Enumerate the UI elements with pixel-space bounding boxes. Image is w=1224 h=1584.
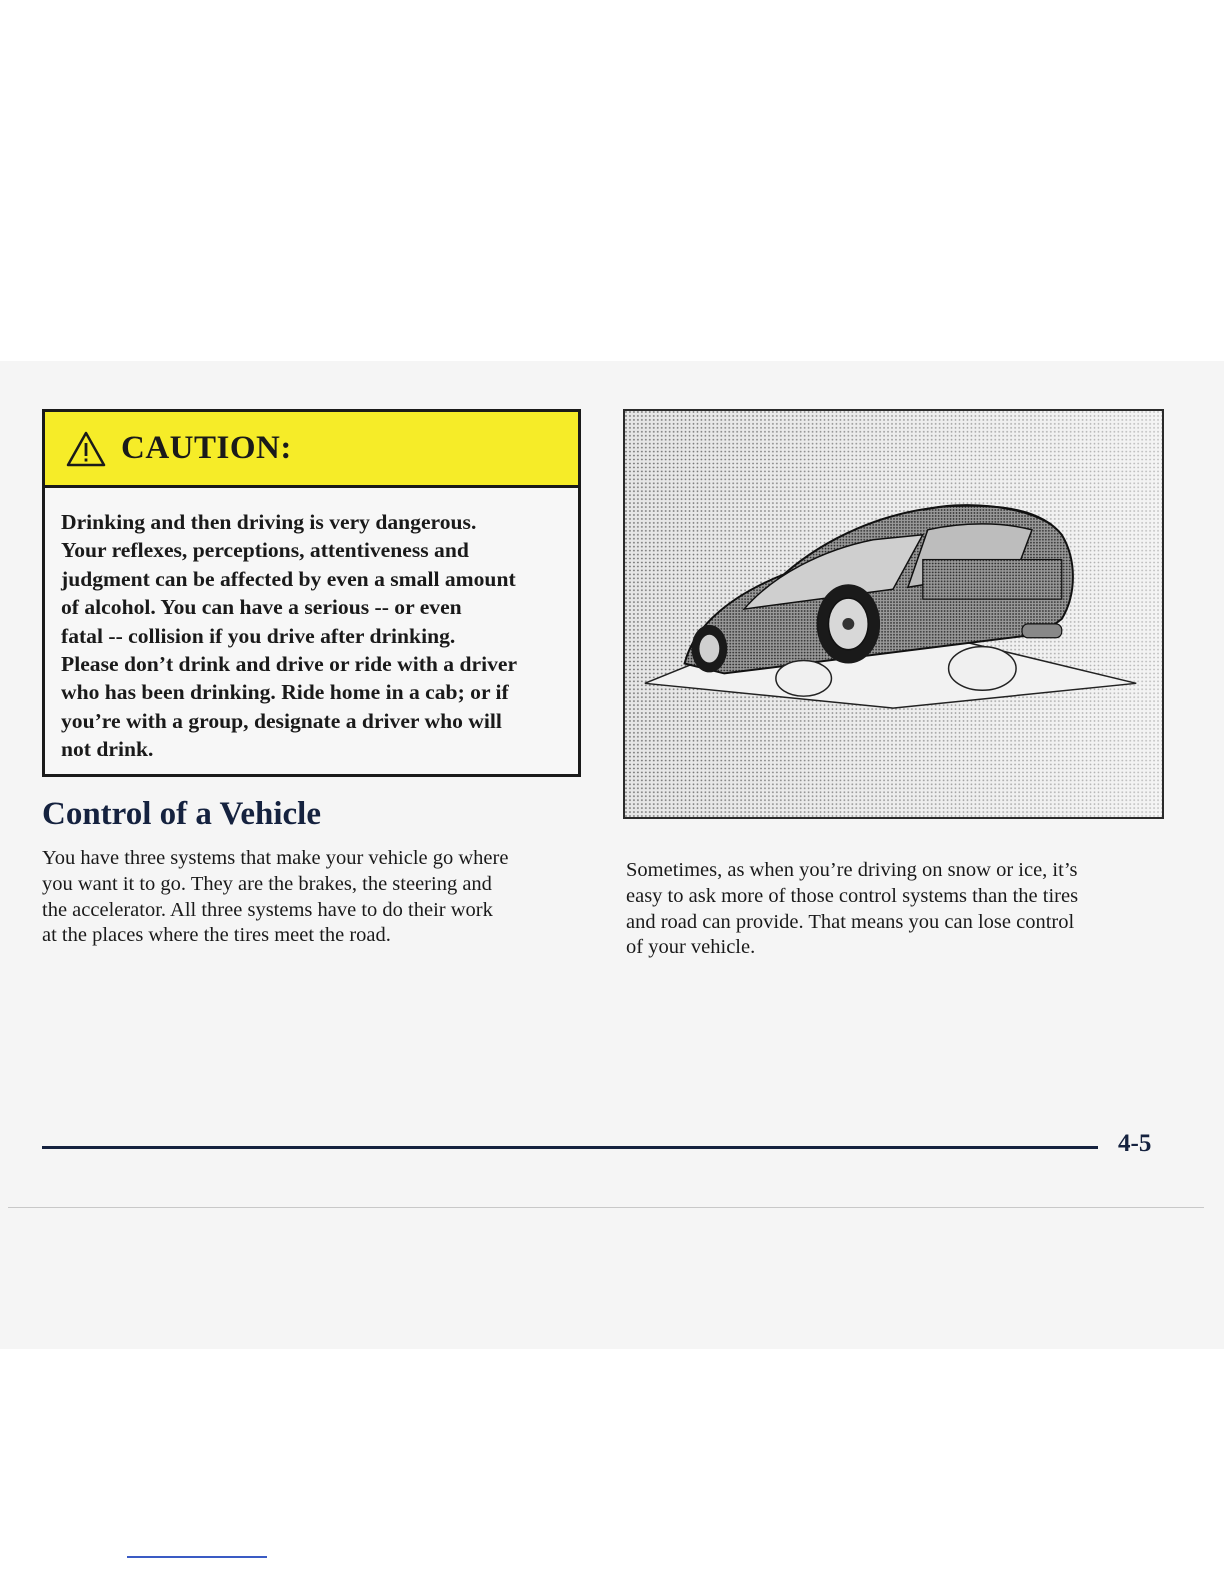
- paragraph-line: easy to ask more of those control systems than the tires: [626, 884, 1079, 907]
- paragraph-line: You have three systems that make your vehicle go where: [42, 847, 509, 869]
- section-heading: Control of a Vehicle: [42, 796, 321, 832]
- right-paragraph: [626, 858, 1156, 961]
- footer-rule: [42, 1146, 1098, 1149]
- paragraph-line: of your vehicle.: [626, 936, 756, 959]
- caution-line: not drink.: [61, 737, 154, 762]
- divider: [8, 1207, 1204, 1208]
- caution-line: who has been drinking. Ride home in a cab; or if: [61, 680, 509, 705]
- caution-text: [45, 488, 578, 764]
- caution-line: Drinking and then driving is very dangerous.: [61, 510, 477, 534]
- caution-line: Your reflexes, perceptions, attentiveness and: [61, 538, 469, 563]
- warning-triangle-icon: [65, 430, 107, 468]
- paragraph-line: at the places where the tires meet the road.: [42, 924, 391, 947]
- caution-line: you’re with a group, designate a driver who will: [61, 708, 502, 733]
- paragraph-line: Sometimes, as when you’re driving on snow or ice, it’s: [626, 859, 1078, 881]
- caution-box: [42, 409, 581, 777]
- caution-header: [45, 412, 578, 488]
- caution-line: of alcohol. You can have a serious -- or even: [61, 595, 462, 620]
- caution-line: judgment can be affected by even a small amount: [61, 566, 516, 591]
- page-number: 4-5: [1118, 1130, 1152, 1157]
- divider: [127, 1556, 267, 1558]
- left-paragraph: [42, 846, 587, 949]
- paragraph-line: you want it to go. They are the brakes, the steering and: [42, 872, 492, 895]
- paragraph-line: and road can provide. That means you can lose control: [626, 910, 1075, 933]
- car-illustration: [623, 409, 1164, 819]
- paragraph-line: the accelerator. All three systems have to do their work: [42, 898, 493, 921]
- caution-line: fatal -- collision if you drive after drinking.: [61, 623, 456, 648]
- caution-line: Please don’t drink and drive or ride with a driver: [61, 652, 518, 677]
- caution-title: CAUTION:: [121, 430, 292, 466]
- car-on-road-patch-illustration: [625, 411, 1162, 817]
